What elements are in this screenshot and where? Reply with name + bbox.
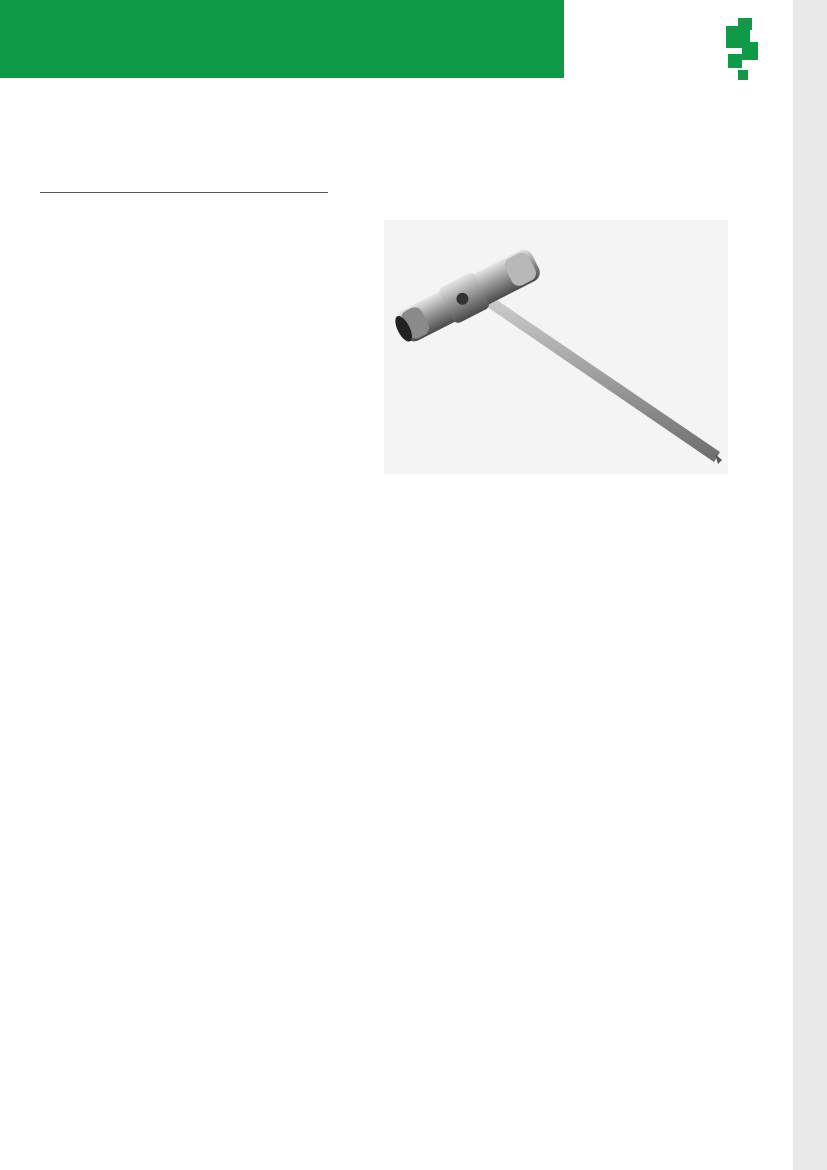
table-header	[40, 176, 328, 193]
screw-extractor-illustration	[384, 220, 728, 474]
millimeter-ruler	[793, 0, 827, 1170]
integra-logo	[596, 16, 766, 82]
instrument-table	[40, 176, 328, 193]
column-header-description	[132, 176, 328, 192]
header-bar	[0, 0, 564, 78]
column-header-reference	[40, 176, 132, 192]
figure-caption	[396, 409, 466, 419]
ruler-scale	[793, 0, 827, 1170]
screw-extractor-photo	[384, 220, 728, 474]
